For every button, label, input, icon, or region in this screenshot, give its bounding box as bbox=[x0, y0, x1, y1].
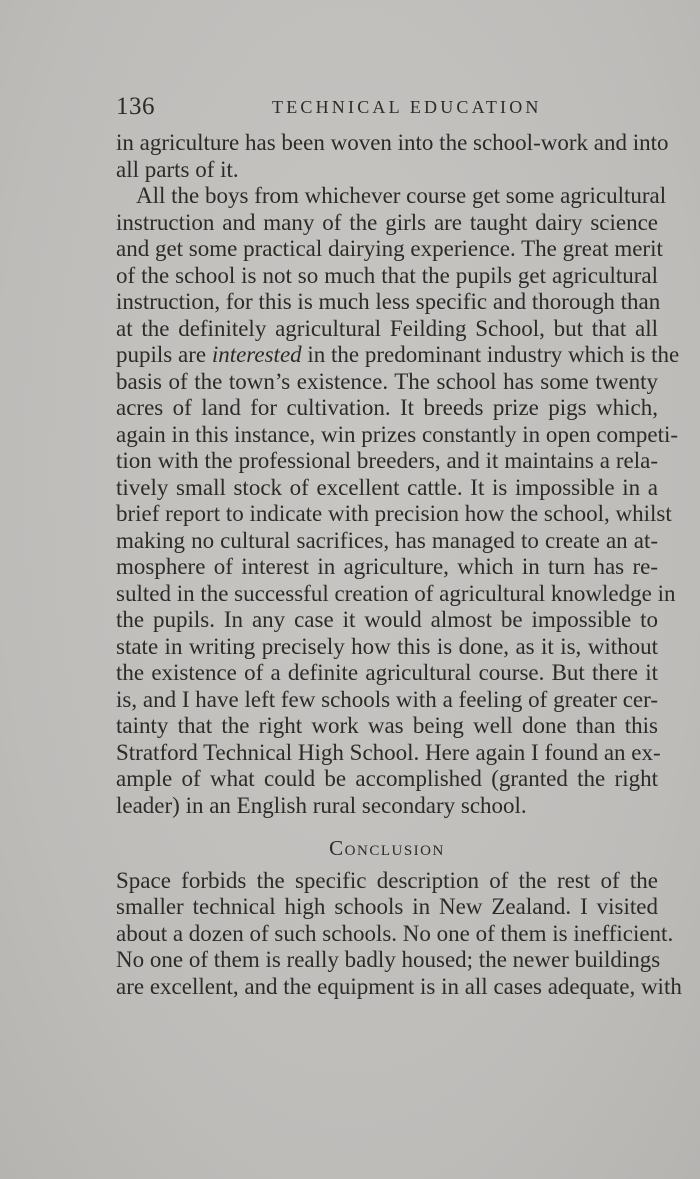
text-line: brief report to indicate with precision how the school, whilst bbox=[116, 501, 672, 526]
conclusion-paragraph bbox=[116, 868, 682, 1000]
text-line: smaller technical high schools in New Zealand. I visited bbox=[116, 894, 658, 920]
text-line: All the boys from whichever course get some agricultural bbox=[136, 183, 667, 208]
text-line: tively small stock of excellent cattle. It is impossible in a bbox=[116, 474, 658, 500]
text-line: instruction, for this is much less specific and thorough than bbox=[116, 289, 661, 314]
text-line: Space forbids the specific description of the rest of the bbox=[116, 868, 658, 893]
text-line: all parts of it. bbox=[116, 156, 239, 182]
main-paragraphs bbox=[116, 130, 680, 819]
section-heading: Conclusion bbox=[329, 836, 445, 860]
text-line: tainty that the right work was being well done than this bbox=[116, 713, 658, 738]
text-line: at the definitely agricultural Feilding School, but that all bbox=[116, 315, 658, 341]
italic-emphasis: interested bbox=[211, 342, 302, 367]
text-line: leader) in an English rural secondary school. bbox=[116, 792, 527, 818]
text-line: in agriculture has been woven into the school-work and into bbox=[116, 130, 669, 155]
text-line: tion with the professional breeders, and it maintains a rela- bbox=[116, 448, 658, 473]
running-head bbox=[116, 93, 660, 121]
text-line: No one of them is really badly housed; the newer buildings bbox=[116, 947, 661, 973]
text-line: instruction and many of the girls are taught dairy science bbox=[116, 209, 658, 235]
text-line: mosphere of interest in agriculture, which in turn has re- bbox=[116, 554, 658, 579]
text-line-mixed bbox=[116, 342, 680, 369]
text-line: the existence of a definite agricultural course. But there it bbox=[116, 660, 658, 685]
text-line: Stratford Technical High School. Here again I found an ex- bbox=[116, 739, 661, 765]
page-number: 136 bbox=[116, 93, 155, 120]
text-line: making no cultural sacrifices, has managed to create an at- bbox=[116, 527, 658, 553]
text-segment: in the predominant industry which is the bbox=[307, 342, 680, 367]
text-line: about a dozen of such schools. No one of them is inefficient. bbox=[116, 920, 674, 946]
text-line: ample of what could be accomplished (granted the right bbox=[116, 766, 658, 791]
text-line: of the school is not so much that the pupils get agricultural bbox=[116, 262, 658, 288]
text-line: and get some practical dairying experience. The great merit bbox=[116, 236, 663, 261]
running-title: TECHNICAL EDUCATION bbox=[272, 97, 542, 117]
text-line: state in writing precisely how this is done, as it is, without bbox=[116, 633, 658, 659]
text-line: basis of the town’s existence. The school has some twenty bbox=[116, 368, 658, 394]
text-line: acres of land for cultivation. It breeds prize pigs which, bbox=[116, 395, 658, 420]
text-line: are excellent, and the equipment is in all cases adequate, with bbox=[116, 973, 682, 999]
text-line: sulted in the successful creation of agricultural knowledge in bbox=[116, 580, 676, 606]
text-line: again in this instance, win prizes constantly in open competi- bbox=[116, 421, 679, 447]
text-line: is, and I have left few schools with a feeling of greater cer- bbox=[116, 686, 658, 712]
text-line: the pupils. In any case it would almost be impossible to bbox=[116, 607, 658, 632]
text-segment: pupils are bbox=[116, 342, 207, 367]
